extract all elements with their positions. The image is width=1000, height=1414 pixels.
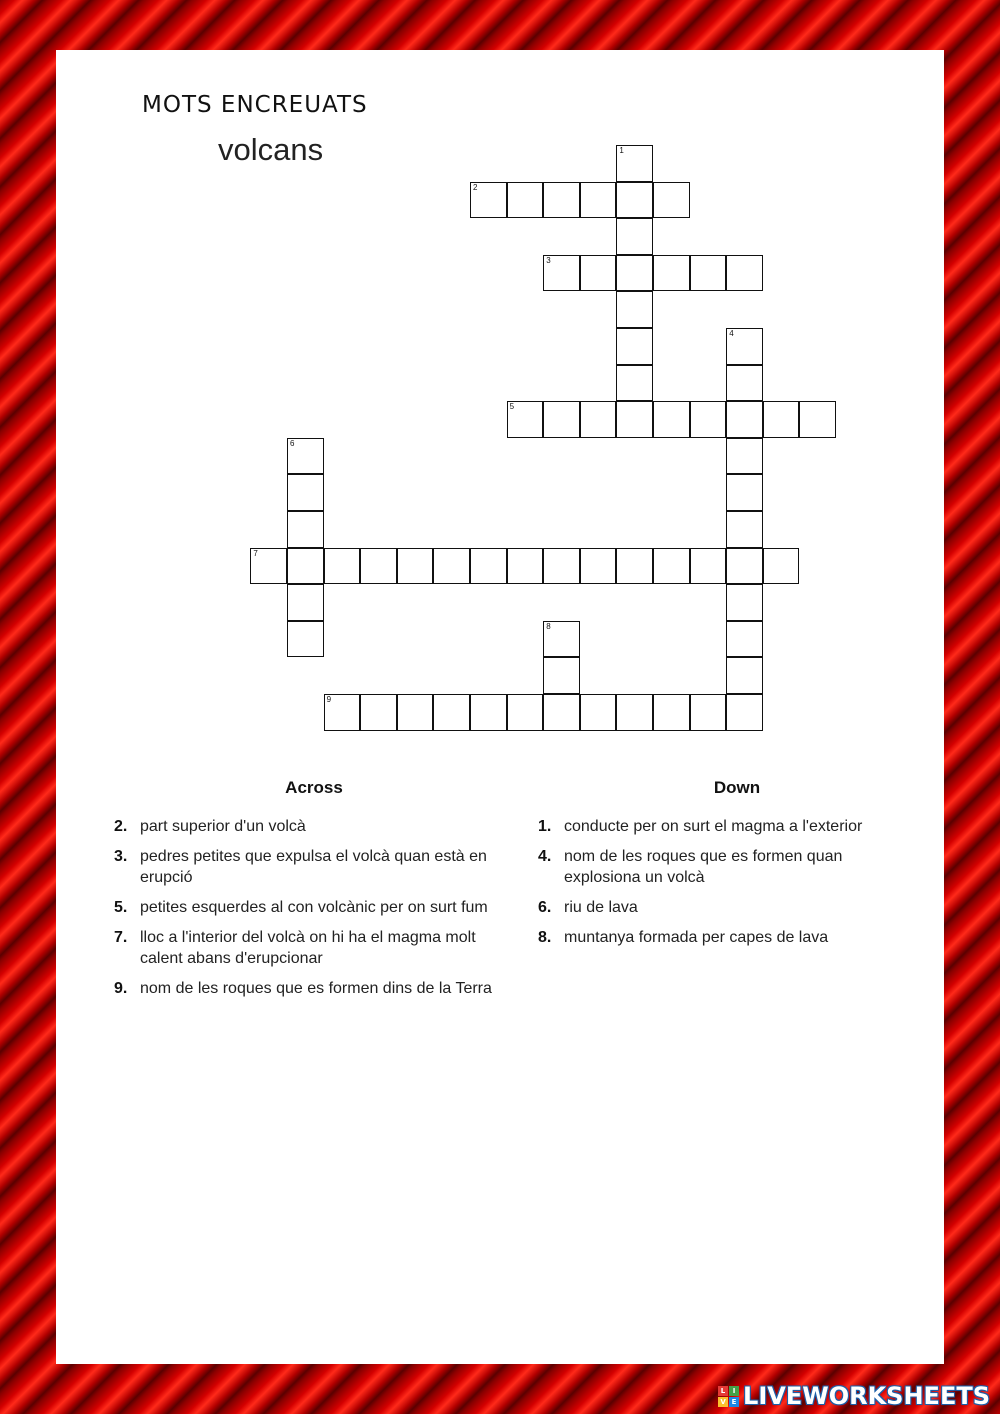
logo-letter: V [718,1397,728,1407]
down-heading: Down [713,778,761,797]
crossword-cell[interactable] [690,401,727,438]
clue-number: 5. [114,899,128,916]
logo-letter: L [718,1386,728,1396]
crossword-cell[interactable] [360,694,397,731]
across-clue [114,846,494,888]
crossword-cell[interactable] [397,694,434,731]
clue-number-label: 2 [473,182,478,192]
crossword-cell[interactable] [616,145,653,182]
worksheet-subtitle: volcans [218,132,324,167]
crossword-cell[interactable] [507,694,544,731]
crossword-cell[interactable] [690,255,727,292]
clue-number-label: 3 [546,255,551,265]
crossword-cell[interactable] [726,621,763,658]
crossword-cell[interactable] [726,584,763,621]
clue-number-label: 5 [509,402,515,412]
clue-number-label: 1 [619,146,624,155]
crossword-cell[interactable] [580,548,617,585]
logo-squares-icon [718,1386,739,1407]
crossword-cell[interactable] [726,474,763,511]
crossword-cell[interactable] [580,182,617,219]
clue-number: 3. [114,848,128,865]
crossword-cell[interactable] [543,255,580,292]
crossword-cell[interactable] [287,474,324,511]
crossword-cell[interactable] [287,621,324,658]
crossword-cell[interactable] [470,182,507,219]
crossword-cell[interactable] [507,548,544,585]
crossword-cell[interactable] [653,255,690,292]
crossword-cell[interactable] [543,621,580,658]
logo-letter: E [729,1397,739,1407]
down-clue [538,816,918,837]
crossword-cell[interactable] [616,694,653,731]
crossword-cell[interactable] [726,694,763,731]
crossword-cell[interactable] [470,548,507,585]
crossword-cell[interactable] [433,694,470,731]
worksheet-title: MOTS ENCREUATS [142,92,368,118]
clue-number: 7. [114,929,128,946]
worksheet-page [56,50,944,1364]
crossword-cell[interactable] [653,182,690,219]
crossword-cell[interactable] [543,657,580,694]
down-clue-list [538,816,918,957]
crossword-cell[interactable] [287,511,324,548]
crossword-cell[interactable] [726,401,763,438]
clue-text: riu de lava [564,899,638,916]
crossword-cell[interactable] [616,401,653,438]
crossword-cell[interactable] [580,694,617,731]
crossword-cell[interactable] [507,182,544,219]
clue-number-label: 6 [290,438,295,448]
crossword-cell[interactable] [324,548,361,585]
logo-letter: I [729,1386,739,1396]
crossword-cell[interactable] [616,182,653,219]
crossword-cell[interactable] [580,255,617,292]
clue-number-label: 8 [546,621,551,631]
across-clue [114,978,494,999]
crossword-cell[interactable] [287,584,324,621]
clue-text: conducte per on surt el magma a l'exterior [564,818,863,835]
crossword-cell[interactable] [616,328,653,365]
crossword-cell[interactable] [360,548,397,585]
crossword-cell[interactable] [543,401,580,438]
clue-number: 1. [538,818,552,835]
crossword-cell[interactable] [690,548,727,585]
clue-text: nom de les roques que es formen dins de la Terra [140,980,492,997]
crossword-cell[interactable] [287,548,324,585]
crossword-cell[interactable] [616,218,653,255]
crossword-cell[interactable] [397,548,434,585]
crossword-cell[interactable] [726,511,763,548]
across-heading: Across [285,778,343,797]
crossword-grid [56,50,944,770]
crossword-cell[interactable] [507,401,544,438]
clue-text: lloc a l'interior del volcà on hi ha el magma molt calent abans d'erupcionar [140,929,476,967]
down-clue [538,897,918,918]
clue-number: 4. [538,848,552,865]
crossword-cell[interactable] [726,657,763,694]
across-clue [114,897,494,918]
crossword-cell[interactable] [543,182,580,219]
clue-number: 6. [538,899,552,916]
crossword-cell[interactable] [543,694,580,731]
across-clue [114,816,494,837]
crossword-cell[interactable] [726,328,763,365]
crossword-cell[interactable] [580,401,617,438]
crossword-cell[interactable] [287,438,324,475]
clue-number-label: 4 [729,329,734,338]
crossword-cell[interactable] [470,694,507,731]
crossword-cell[interactable] [616,365,653,402]
crossword-cell[interactable] [763,401,800,438]
crossword-cell[interactable] [726,548,763,585]
crossword-cell[interactable] [653,401,690,438]
clue-number: 8. [538,929,552,946]
down-clue [538,846,918,888]
clue-text: pedres petites que expulsa el volcà quan està en erupció [140,848,487,886]
crossword-cell[interactable] [726,255,763,292]
brand-wordmark: LIVEWORKSHEETS [743,1382,990,1410]
clue-number: 9. [114,980,128,997]
crossword-cell[interactable] [616,255,653,292]
crossword-cell[interactable] [433,548,470,585]
crossword-cell[interactable] [653,694,690,731]
crossword-cell[interactable] [543,548,580,585]
crossword-cell[interactable] [616,291,653,328]
down-clue [538,927,918,948]
clue-number-label: 7 [253,548,258,558]
clue-number-label: 9 [326,695,332,704]
clue-number: 2. [114,818,128,835]
crossword-cell[interactable] [616,548,653,585]
liveworksheets-logo [718,1382,990,1410]
crossword-cell[interactable] [324,694,361,731]
clue-text: muntanya formada per capes de lava [564,929,829,946]
crossword-cell[interactable] [690,694,727,731]
across-clue-list [114,816,494,1008]
crossword-cell[interactable] [799,401,836,438]
clue-text: nom de les roques que es formen quan explosiona un volcà [564,848,843,886]
crossword-cell[interactable] [653,548,690,585]
crossword-cell[interactable] [250,548,287,585]
clue-text: petites esquerdes al con volcànic per on surt fum [140,899,488,916]
clue-text: part superior d'un volcà [140,818,306,835]
crossword-cell[interactable] [763,548,800,585]
across-clue [114,927,494,969]
crossword-cell[interactable] [726,365,763,402]
crossword-cell[interactable] [726,438,763,475]
